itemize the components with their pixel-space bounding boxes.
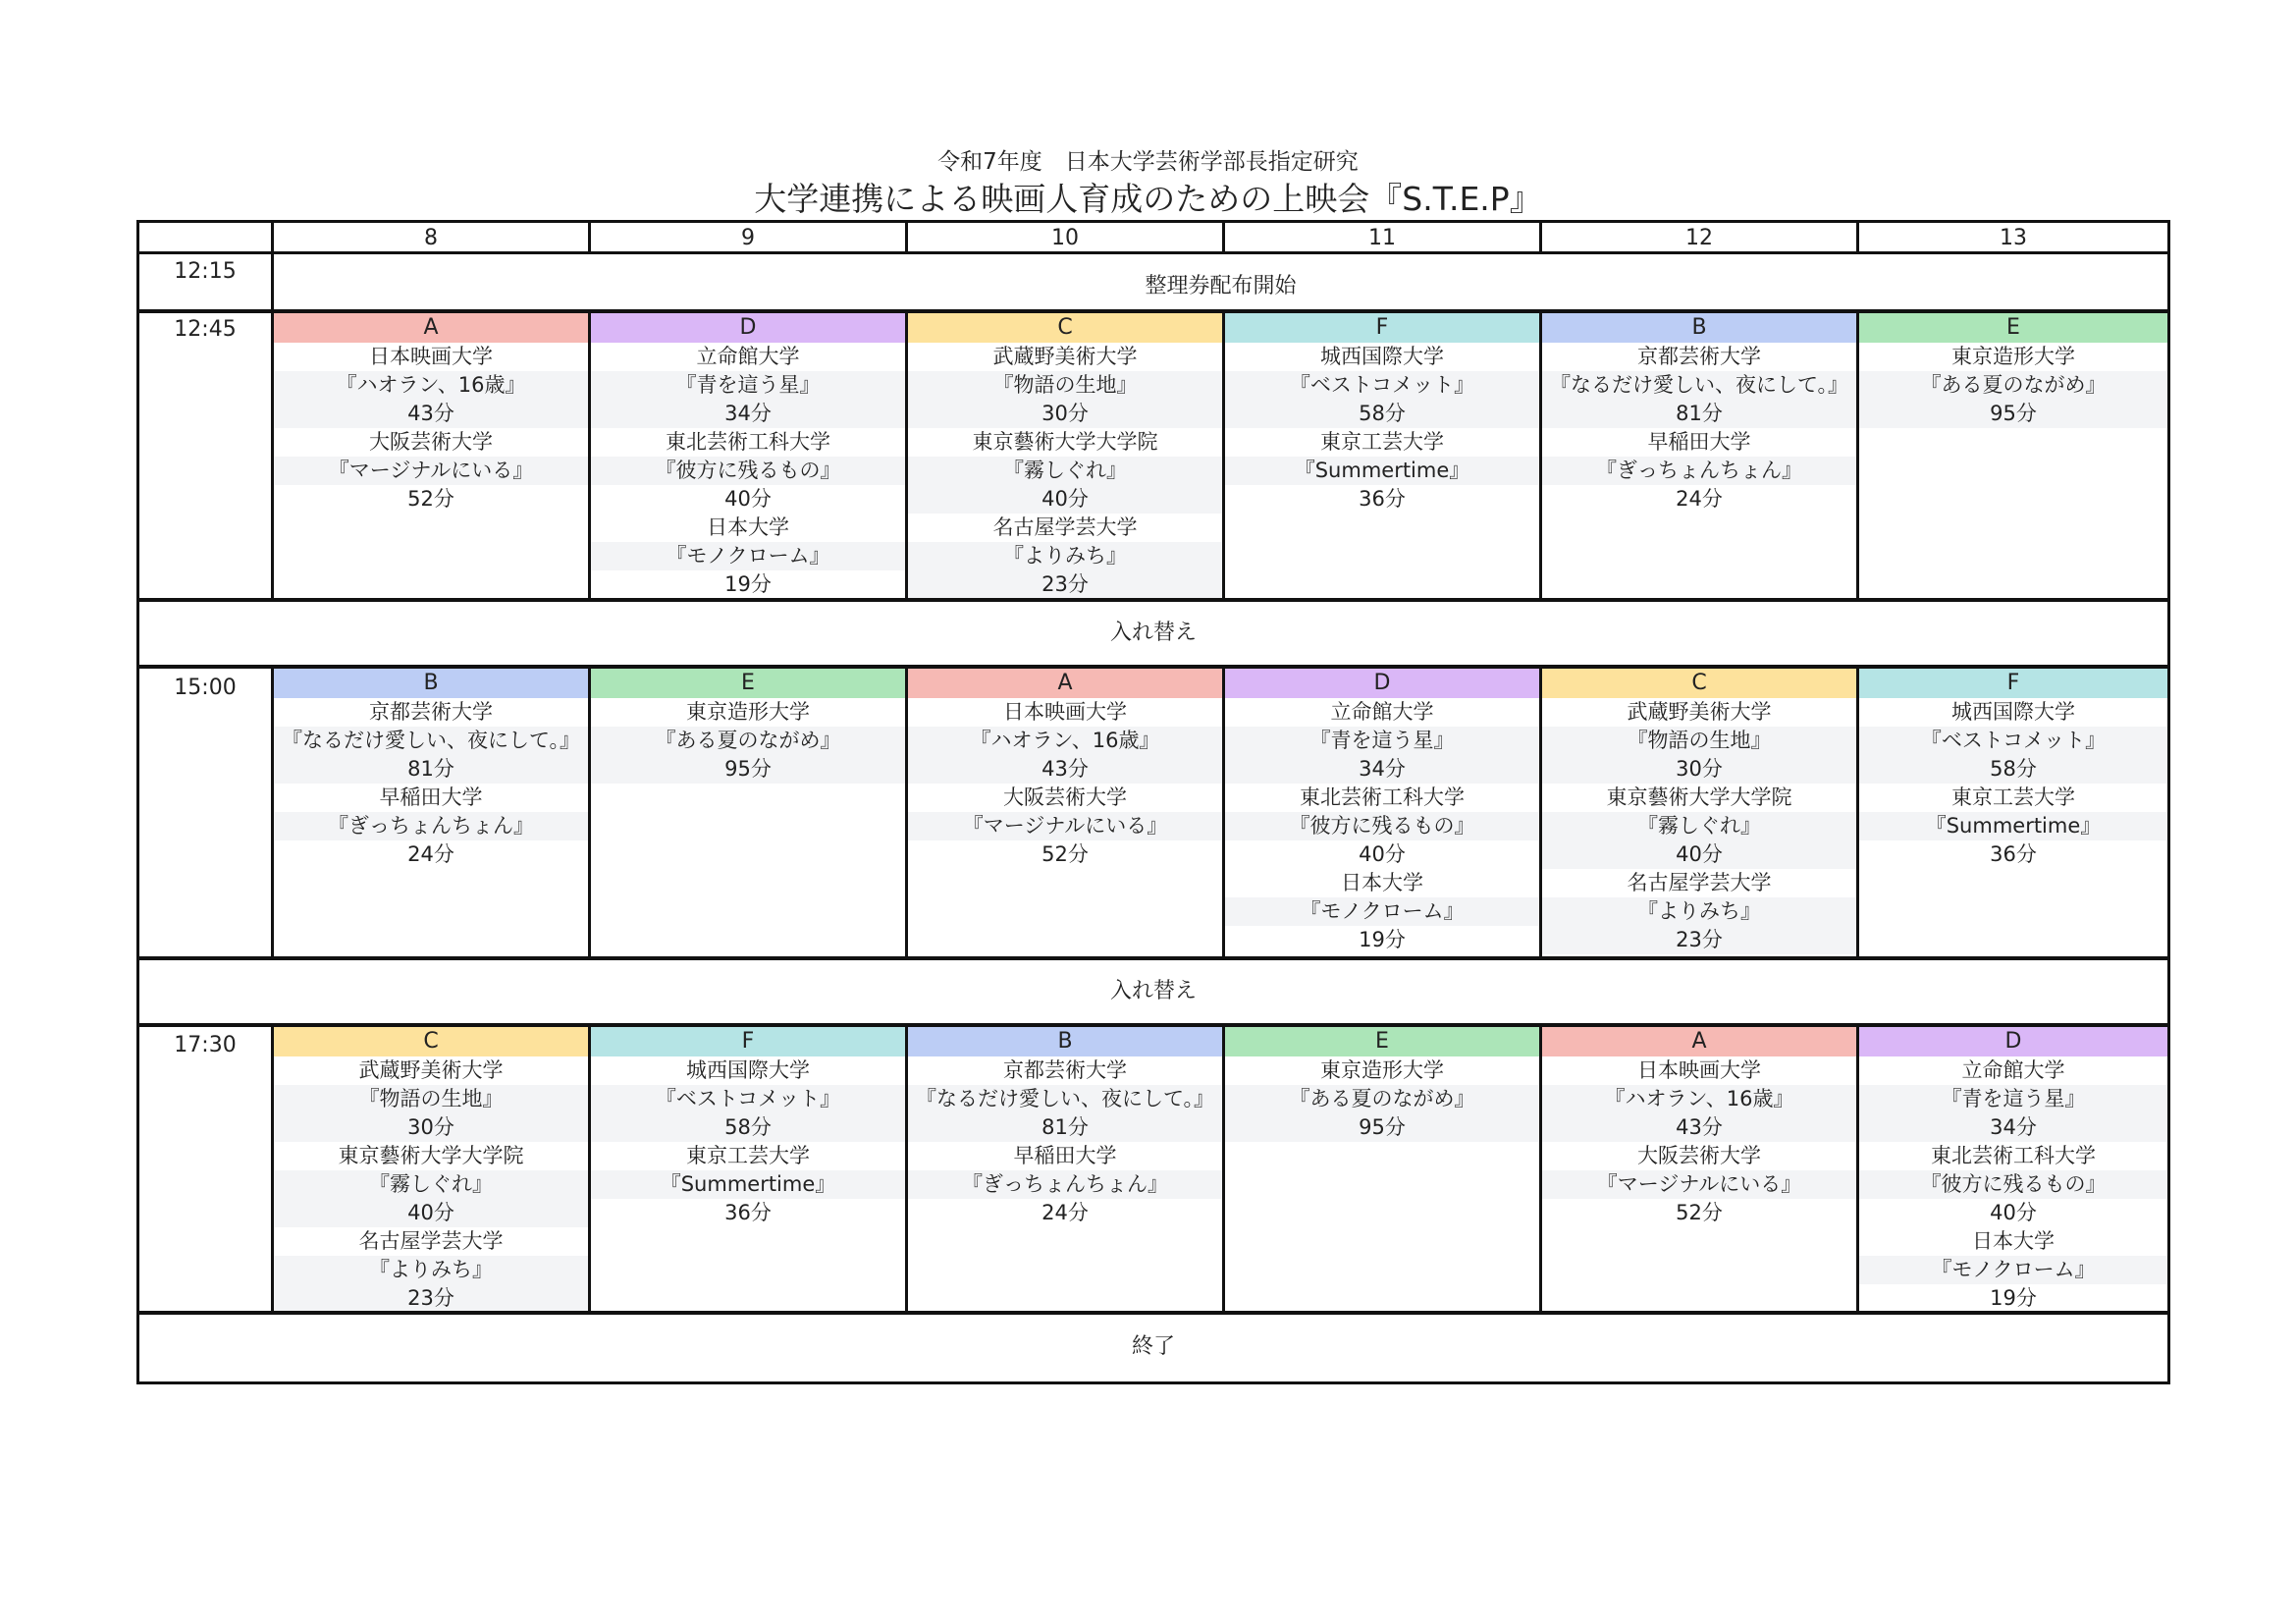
row-divider: [139, 1311, 2167, 1315]
film-title: 『ハオラン、16歳』: [1542, 1085, 1856, 1113]
school-name: 立命館大学: [696, 345, 800, 368]
program-group-label: E: [1225, 1027, 1539, 1056]
film-duration: 34分: [591, 400, 905, 428]
film-duration: 23分: [1542, 926, 1856, 954]
screening-slot: [1542, 1027, 1856, 1311]
screening-slot: [274, 669, 588, 956]
film-title: 『青を這う星』: [591, 371, 905, 400]
program-group-label: E: [1859, 313, 2167, 343]
school-name: 東京工芸大学: [686, 1144, 810, 1167]
screening-slot: [274, 1027, 588, 1311]
column-divider: [1856, 223, 1859, 252]
film-title: 『物語の生地』: [908, 371, 1222, 400]
film-duration: 58分: [1225, 400, 1539, 428]
film-title: 『ハオラン、16歳』: [274, 371, 588, 400]
film-title: 『よりみち』: [274, 1256, 588, 1284]
column-divider: [1222, 223, 1225, 252]
film-title: 『ある夏のながめ』: [1859, 371, 2167, 400]
film-title: 『ある夏のながめ』: [591, 727, 905, 755]
school-name: 京都芸術大学: [369, 700, 493, 724]
film-duration: 58分: [591, 1113, 905, 1142]
film-title: 『よりみち』: [1542, 897, 1856, 926]
film-title: 『Summertime』: [591, 1170, 905, 1199]
school-name: 早稲田大学: [1647, 430, 1751, 454]
school-name: 東京工芸大学: [1951, 785, 2075, 809]
school-name: 東京工芸大学: [1320, 430, 1444, 454]
screening-slot: [1859, 313, 2167, 598]
film-title: 『彼方に残るもの』: [591, 457, 905, 485]
program-group-label: B: [908, 1027, 1222, 1056]
school-name: 日本映画大学: [1003, 700, 1127, 724]
school-name: 大阪芸術大学: [1637, 1144, 1761, 1167]
program-group-label: C: [274, 1027, 588, 1056]
day-header: 10: [1051, 226, 1079, 250]
film-title: 『モノクローム』: [1859, 1256, 2167, 1284]
program-group-label: C: [908, 313, 1222, 343]
film-duration: 19分: [724, 572, 772, 596]
program-group-label: D: [591, 313, 905, 343]
film-title: 『霧しぐれ』: [274, 1170, 588, 1199]
film-title: 『物語の生地』: [1542, 727, 1856, 755]
school-name: 京都芸術大学: [1003, 1058, 1127, 1082]
screening-slot: [591, 313, 905, 598]
film-title: 『ある夏のながめ』: [1225, 1085, 1539, 1113]
film-duration: 43分: [1542, 1113, 1856, 1142]
school-name: 東北芸術工科大学: [1300, 785, 1465, 809]
school-name: 日本大学: [1972, 1229, 2055, 1253]
school-name: 名古屋学芸大学: [992, 515, 1138, 539]
film-title: 『霧しぐれ』: [1542, 812, 1856, 840]
film-title: 『ベストコメット』: [1859, 727, 2167, 755]
end-banner: 終了: [1131, 1334, 1175, 1359]
screening-slot: [908, 669, 1222, 956]
film-duration: 52分: [407, 487, 454, 511]
film-duration: 40分: [1542, 840, 1856, 869]
film-duration: 24分: [407, 842, 454, 866]
program-group-label: A: [274, 313, 588, 343]
program-group-label: D: [1225, 669, 1539, 698]
school-name: 早稲田大学: [379, 785, 483, 809]
film-duration: 23分: [908, 570, 1222, 598]
film-duration: 52分: [1041, 842, 1089, 866]
school-name: 東京藝術大学大学院: [338, 1144, 524, 1167]
film-duration: 19分: [1359, 928, 1406, 951]
school-name: 東京造形大学: [1320, 1058, 1444, 1082]
school-name: 武蔵野美術大学: [992, 345, 1138, 368]
school-name: 日本大学: [707, 515, 789, 539]
film-duration: 36分: [724, 1201, 772, 1224]
program-group-label: B: [1542, 313, 1856, 343]
school-name: 日本大学: [1341, 871, 1423, 894]
screening-slot: [1225, 313, 1539, 598]
film-title: 『ハオラン、16歳』: [908, 727, 1222, 755]
school-name: 城西国際大学: [1320, 345, 1444, 368]
row-divider: [139, 956, 2167, 960]
screening-slot: [1542, 313, 1856, 598]
school-name: 日本映画大学: [369, 345, 493, 368]
column-divider: [1539, 223, 1542, 252]
page-title: 大学連携による映画人育成のための上映会『S.T.E.P』: [754, 180, 1542, 218]
program-group-label: E: [591, 669, 905, 698]
schedule-table: [136, 220, 2170, 1384]
film-title: 『彼方に残るもの』: [1859, 1170, 2167, 1199]
film-duration: 43分: [274, 400, 588, 428]
time-label: 12:15: [174, 259, 237, 284]
school-name: 京都芸術大学: [1637, 345, 1761, 368]
time-label: 15:00: [174, 676, 237, 700]
day-header: 11: [1368, 226, 1396, 250]
screening-slot: [591, 1027, 905, 1311]
screening-slot: [1225, 1027, 1539, 1311]
film-duration: 36分: [1990, 842, 2037, 866]
screening-slot: [1859, 1027, 2167, 1311]
film-duration: 40分: [1359, 842, 1406, 866]
school-name: 名古屋学芸大学: [1627, 871, 1772, 894]
program-group-label: F: [1225, 313, 1539, 343]
school-name: 立命館大学: [1330, 700, 1434, 724]
film-title: 『青を這う星』: [1225, 727, 1539, 755]
screening-slot: [908, 1027, 1222, 1311]
film-duration: 23分: [274, 1284, 588, 1311]
school-name: 大阪芸術大学: [369, 430, 493, 454]
school-name: 武蔵野美術大学: [1627, 700, 1772, 724]
program-group-label: F: [591, 1027, 905, 1056]
column-divider: [905, 223, 908, 252]
school-name: 東京造形大学: [1951, 345, 2075, 368]
film-title: 『モノクローム』: [591, 542, 905, 570]
school-name: 東京造形大学: [686, 700, 810, 724]
school-name: 東北芸術工科大学: [1931, 1144, 2096, 1167]
film-title: 『ベストコメット』: [1225, 371, 1539, 400]
program-group-label: B: [274, 669, 588, 698]
school-name: 東京藝術大学大学院: [1606, 785, 1792, 809]
school-name: 早稲田大学: [1013, 1144, 1117, 1167]
swap-banner: 入れ替え: [1109, 979, 1197, 1003]
film-duration: 34分: [1225, 755, 1539, 784]
film-title: 『Summertime』: [1225, 457, 1539, 485]
school-name: 名古屋学芸大学: [358, 1229, 504, 1253]
film-title: 『マージナルにいる』: [274, 457, 588, 485]
day-header: 12: [1685, 226, 1713, 250]
film-duration: 81分: [1542, 400, 1856, 428]
film-title: 『モノクローム』: [1225, 897, 1539, 926]
film-title: 『ぎっちょんちょん』: [274, 812, 588, 840]
film-title: 『霧しぐれ』: [908, 457, 1222, 485]
film-title: 『ぎっちょんちょん』: [908, 1170, 1222, 1199]
film-title: 『ベストコメット』: [591, 1085, 905, 1113]
film-title: 『マージナルにいる』: [908, 812, 1222, 840]
screening-slot: [591, 669, 905, 956]
school-name: 大阪芸術大学: [1003, 785, 1127, 809]
day-header: 9: [741, 226, 755, 250]
school-name: 城西国際大学: [1951, 700, 2075, 724]
time-label: 17:30: [174, 1033, 237, 1057]
screening-slot: [1542, 669, 1856, 956]
film-duration: 30分: [1542, 755, 1856, 784]
school-name: 立命館大学: [1961, 1058, 2065, 1082]
screening-slot: [274, 313, 588, 598]
film-duration: 52分: [1676, 1201, 1723, 1224]
school-name: 城西国際大学: [686, 1058, 810, 1082]
time-label: 12:45: [174, 317, 237, 342]
program-group-label: A: [1542, 1027, 1856, 1056]
film-duration: 30分: [274, 1113, 588, 1142]
screening-slot: [908, 313, 1222, 598]
film-title: 『ぎっちょんちょん』: [1542, 457, 1856, 485]
film-title: 『よりみち』: [908, 542, 1222, 570]
film-title: 『なるだけ愛しい、夜にして。』: [908, 1085, 1222, 1113]
film-duration: 34分: [1859, 1113, 2167, 1142]
film-title: 『彼方に残るもの』: [1225, 812, 1539, 840]
day-header: 13: [2000, 226, 2027, 250]
school-name: 東北芸術工科大学: [666, 430, 830, 454]
day-header: 8: [424, 226, 438, 250]
screening-slot: [1225, 669, 1539, 956]
screening-slot: [1859, 669, 2167, 956]
day-header-row: [139, 223, 2167, 252]
row-divider: [139, 598, 2167, 602]
film-duration: 24分: [1676, 487, 1723, 511]
program-group-label: C: [1542, 669, 1856, 698]
film-duration: 81分: [908, 1113, 1222, 1142]
school-name: 東京藝術大学大学院: [972, 430, 1158, 454]
film-duration: 95分: [1225, 1113, 1539, 1142]
film-duration: 43分: [908, 755, 1222, 784]
school-name: 武蔵野美術大学: [358, 1058, 504, 1082]
column-divider: [588, 223, 591, 252]
film-title: 『Summertime』: [1859, 812, 2167, 840]
film-duration: 81分: [274, 755, 588, 784]
film-duration: 95分: [591, 755, 905, 784]
film-title: 『マージナルにいる』: [1542, 1170, 1856, 1199]
film-title: 『なるだけ愛しい、夜にして。』: [1542, 371, 1856, 400]
row-divider: [139, 251, 2167, 254]
film-duration: 58分: [1859, 755, 2167, 784]
film-duration: 40分: [1990, 1201, 2037, 1224]
film-duration: 24分: [1041, 1201, 1089, 1224]
page-subtitle: 令和7年度 日本大学芸術学部長指定研究: [937, 149, 1359, 175]
film-duration: 40分: [724, 487, 772, 511]
program-group-label: F: [1859, 669, 2167, 698]
film-duration: 40分: [274, 1199, 588, 1227]
program-group-label: D: [1859, 1027, 2167, 1056]
film-duration: 30分: [908, 400, 1222, 428]
film-title: 『物語の生地』: [274, 1085, 588, 1113]
film-duration: 36分: [1359, 487, 1406, 511]
column-divider: [271, 223, 274, 313]
film-title: 『青を這う星』: [1859, 1085, 2167, 1113]
film-duration: 95分: [1859, 400, 2167, 428]
school-name: 日本映画大学: [1637, 1058, 1761, 1082]
film-title: 『なるだけ愛しい、夜にして。』: [274, 727, 588, 755]
program-group-label: A: [908, 669, 1222, 698]
ticket-distribution-banner: 整理券配布開始: [1145, 274, 1297, 298]
film-duration: 19分: [1990, 1286, 2037, 1310]
swap-banner: 入れ替え: [1109, 621, 1197, 645]
film-duration: 40分: [908, 485, 1222, 514]
